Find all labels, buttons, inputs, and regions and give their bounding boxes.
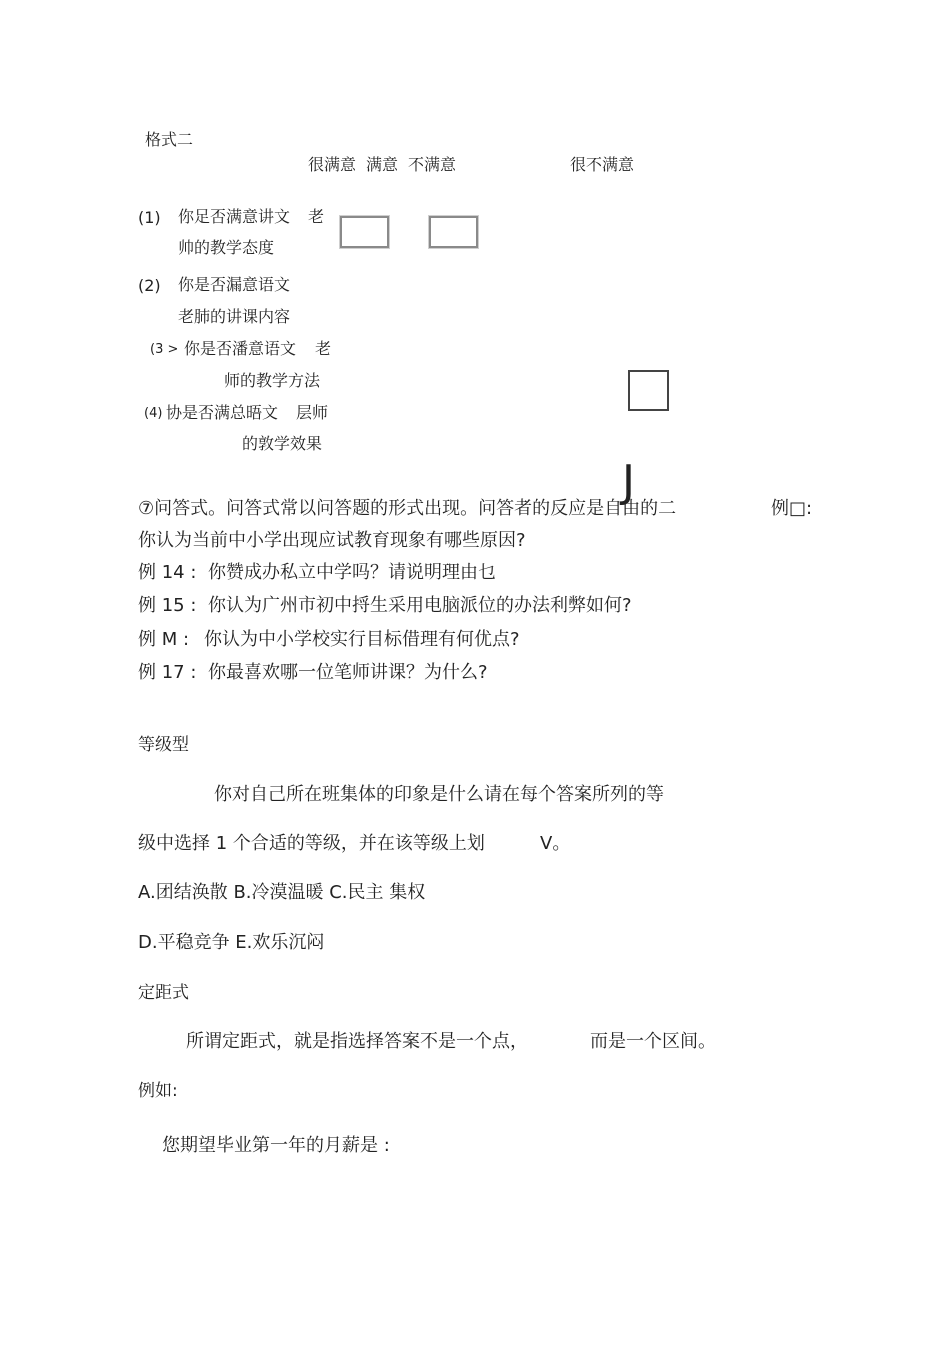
- item-question-cont: 老肺的讲课内容: [178, 307, 291, 326]
- item-question-cont: 师的教学方法: [224, 371, 321, 390]
- example-text: 你赞成办私立中学吗？请说明理由乜: [208, 562, 496, 583]
- item-question-cont: 的敦学效果: [242, 434, 323, 453]
- fixed-distance-heading: 定距式: [138, 983, 189, 1003]
- fixed-distance-paragraph-tail: 而是一个区间。: [590, 1031, 716, 1052]
- rating-checkbox[interactable]: [429, 216, 478, 248]
- example-text: 你认为中小学校实行目标借理有何优点?: [204, 629, 520, 650]
- item-question-tail: 层师: [296, 403, 329, 422]
- item-question-tail: 老: [308, 207, 325, 226]
- grade-options-row-2: D.平稳竞争 E.欢乐沉闷: [138, 932, 325, 953]
- scale-label-satisfied: 满意: [366, 155, 399, 174]
- example-label: 例 15 :: [138, 595, 197, 616]
- item-question-tail: 老: [315, 339, 332, 358]
- example-label: 例 17 :: [138, 662, 197, 683]
- grade-type-paragraph: 你对自己所在班集体的印象是什么请在每个答案所列的等: [214, 784, 664, 805]
- grade-type-paragraph-cont: 级中选择 1 个合适的等级，并在该等级上划: [138, 833, 485, 854]
- format2-heading: 格式二: [145, 130, 194, 149]
- item-question: 你是否漏意语文: [178, 275, 291, 294]
- open-answer-example-ref: 例□:: [771, 498, 813, 519]
- scale-label-very-satisfied: 很满意: [308, 155, 357, 174]
- item-question: 协是否满总晤文: [166, 403, 279, 422]
- open-answer-intro: ⑦问答式。问答式常以问答题的形式出现。问答者的反应是自由的二: [138, 498, 677, 519]
- item-number: (3 >: [150, 342, 179, 357]
- example-label: 例 14 :: [138, 562, 197, 583]
- scale-label-very-dissatisfied: 很不满意: [570, 155, 635, 174]
- fixed-distance-paragraph: 所谓定距式，就是指选择答案不是一个点，: [186, 1031, 528, 1052]
- scale-label-dissatisfied: 不满意: [408, 155, 457, 174]
- stray-mark: J: [622, 456, 635, 507]
- example-text: 你最喜欢哪一位笔师讲课？为什么?: [208, 662, 488, 683]
- item-question: 你是否潘意语文: [184, 339, 297, 358]
- item-number: (1): [138, 208, 161, 227]
- example-text: 你认为广州市初中捋生采用电脑派位的办法利弊如何?: [208, 595, 632, 616]
- grade-options-row-1: A.团结涣散 B.冷漠温暖 C.民主 集权: [138, 882, 426, 903]
- item-question-cont: 帅的教学态度: [178, 238, 275, 257]
- example-label: 例如:: [138, 1081, 178, 1101]
- open-answer-example-13: 你认为当前中小学出现应试教育现象有哪些原因?: [138, 530, 526, 551]
- grade-type-heading: 等级型: [138, 735, 189, 755]
- item-question: 你足否满意讲文: [178, 207, 291, 226]
- item-number: (4): [144, 406, 163, 421]
- item-number: (2): [138, 276, 161, 295]
- rating-checkbox[interactable]: [628, 370, 669, 411]
- example-label: 例 M :: [138, 629, 190, 650]
- grade-type-mark: V。: [540, 833, 571, 854]
- salary-question: 您期望毕业第一年的月薪是 :: [162, 1135, 390, 1156]
- rating-checkbox[interactable]: [340, 216, 389, 248]
